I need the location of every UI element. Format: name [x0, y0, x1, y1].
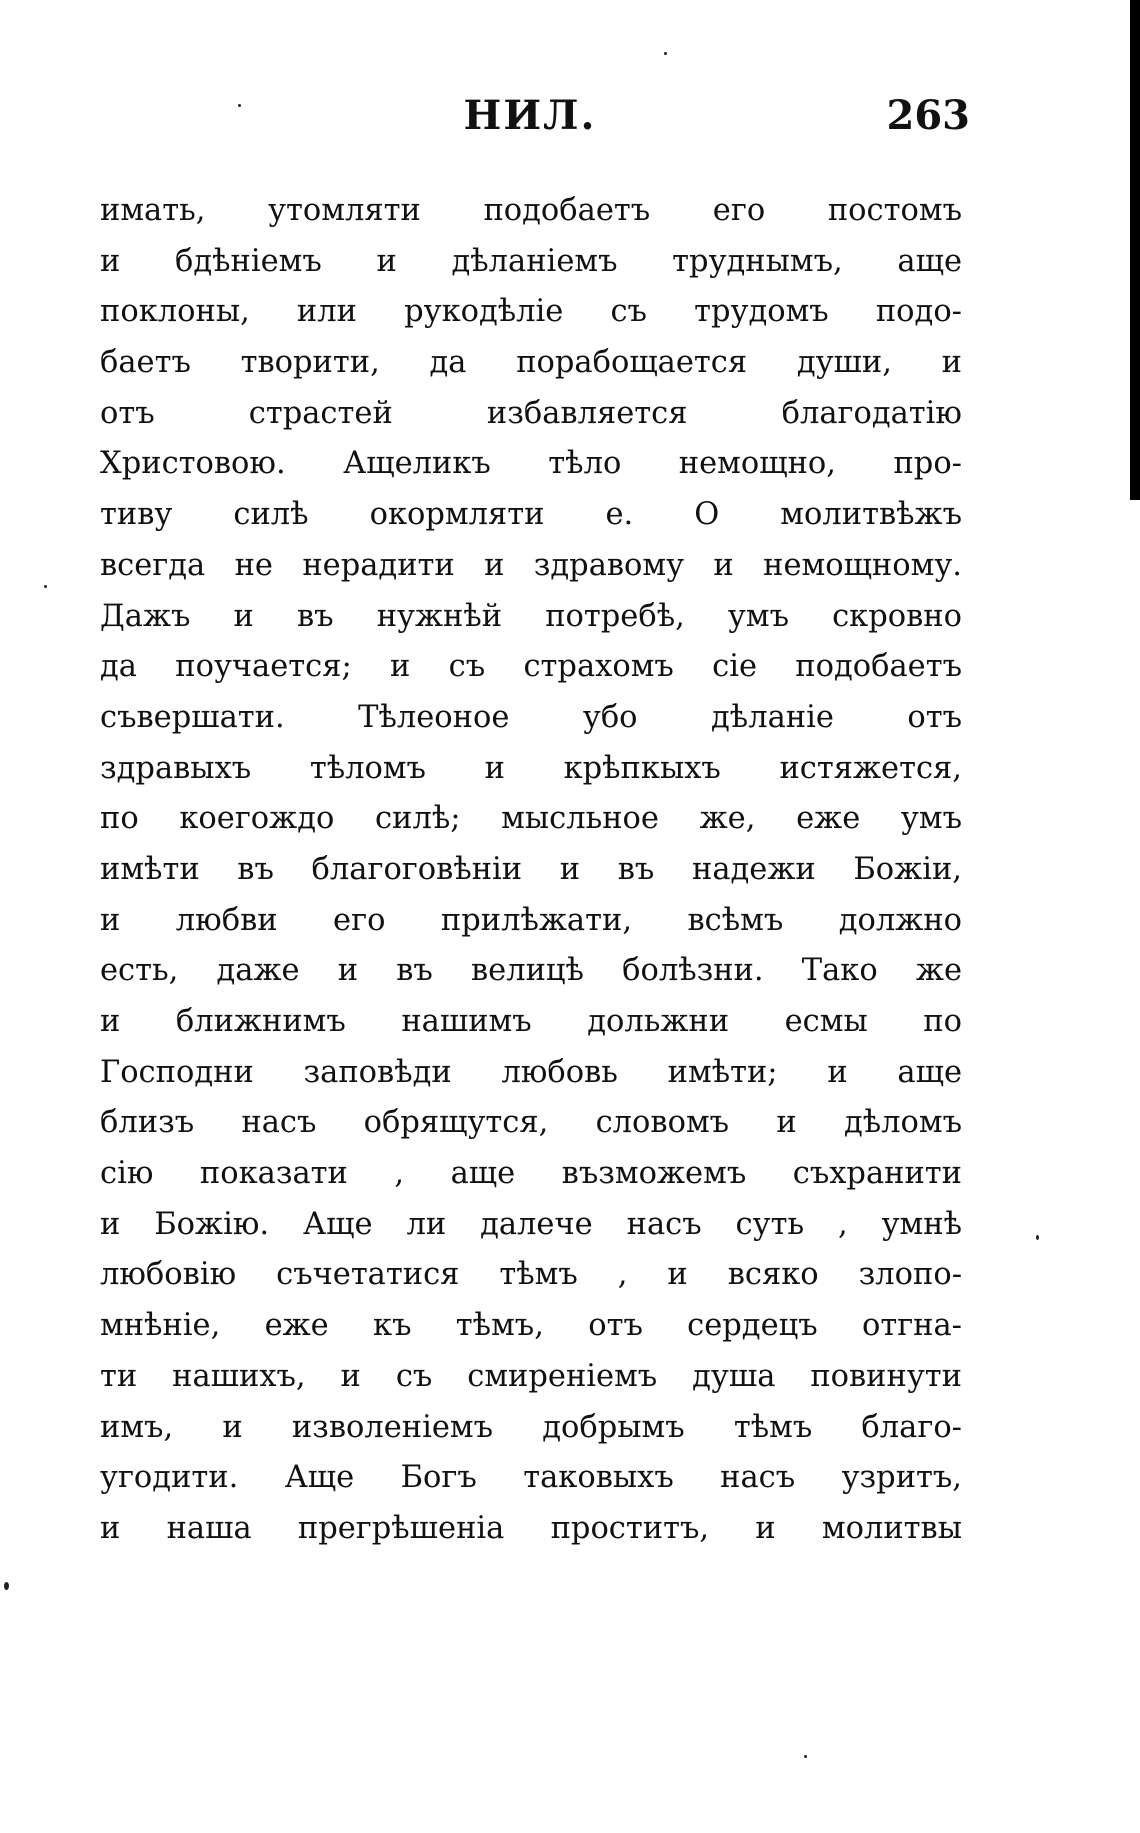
- text-line: и любви его прилѣжати, всѣмъ должно: [100, 902, 962, 938]
- text-line: близъ насъ обрящутся, словомъ и дѣломъ: [100, 1105, 962, 1141]
- text-line: ти нашихъ, и съ смиреніемъ душа повинути: [100, 1358, 962, 1394]
- text-line: Дажъ и въ нужнѣй потребѣ, умъ скровно: [100, 598, 962, 634]
- text-line: тиву силѣ окормляти е. О молитвѣжъ: [100, 497, 962, 533]
- page-number: 263: [886, 92, 970, 139]
- scan-speck: [664, 52, 667, 55]
- text-line: съвершати. Тѣлеоное убо дѣланіе отъ: [100, 699, 962, 735]
- scan-speck: [804, 1755, 807, 1758]
- text-line: и ближнимъ нашимъ дольжни есмы по: [100, 1004, 962, 1039]
- scan-speck: [44, 585, 47, 588]
- text-line: мнѣніе, еже къ тѣмъ, отъ сердецъ отгна-: [100, 1308, 962, 1344]
- text-line: баетъ творити, да порабощается души, и: [100, 345, 962, 381]
- text-line: Христовою. Ащеликъ тѣло немощно, про-: [100, 446, 962, 482]
- text-line: имать, утомляти подобаетъ его постомъ: [100, 193, 962, 228]
- text-line: есть, даже и въ велицѣ болѣзни. Тако же: [100, 953, 962, 989]
- text-line: отъ страстей избавляется благодатію: [100, 395, 962, 431]
- text-line: здравыхъ тѣломъ и крѣпкыхъ истяжется,: [100, 750, 962, 786]
- text-line: сію показати , аще възможемъ съхранити: [100, 1156, 962, 1192]
- scan-speck: [1036, 1235, 1039, 1240]
- scan-speck: [238, 104, 241, 107]
- text-line: всегда не нерадити и здравому и немощному.: [100, 547, 962, 583]
- text-line: и наша прегрѣшеніа проститъ, и молитвы: [100, 1510, 962, 1546]
- running-head: [100, 92, 970, 152]
- text-line: имѣти въ благоговѣніи и въ надежи Божіи,: [100, 851, 962, 887]
- text-line: Господни заповѣди любовь имѣти; и аще: [100, 1054, 962, 1090]
- text-line: поклоны, или рукодѣліе съ трудомъ подо-: [100, 294, 962, 330]
- body-text: [100, 186, 962, 1555]
- page-edge-shadow: [1130, 0, 1140, 500]
- text-line: да поучается; и съ страхомъ сіе подобаетъ: [100, 649, 962, 685]
- text-line: любовію съчетатися тѣмъ , и всяко злопо-: [100, 1257, 962, 1293]
- text-line: имъ, и изволеніемъ добрымъ тѣмъ благо-: [100, 1409, 962, 1445]
- text-line: угодити. Аще Богъ таковыхъ насъ узритъ,: [100, 1460, 962, 1496]
- text-line: и бдѣніемъ и дѣланіемъ труднымъ, аще: [100, 243, 962, 279]
- running-title: НИЛ.: [463, 92, 597, 139]
- text-line: по коегождо силѣ; мысльное же, еже умъ: [100, 801, 962, 837]
- scan-speck: [4, 1582, 9, 1590]
- text-line: и Божію. Аще ли далече насъ суть , умнѣ: [100, 1206, 962, 1242]
